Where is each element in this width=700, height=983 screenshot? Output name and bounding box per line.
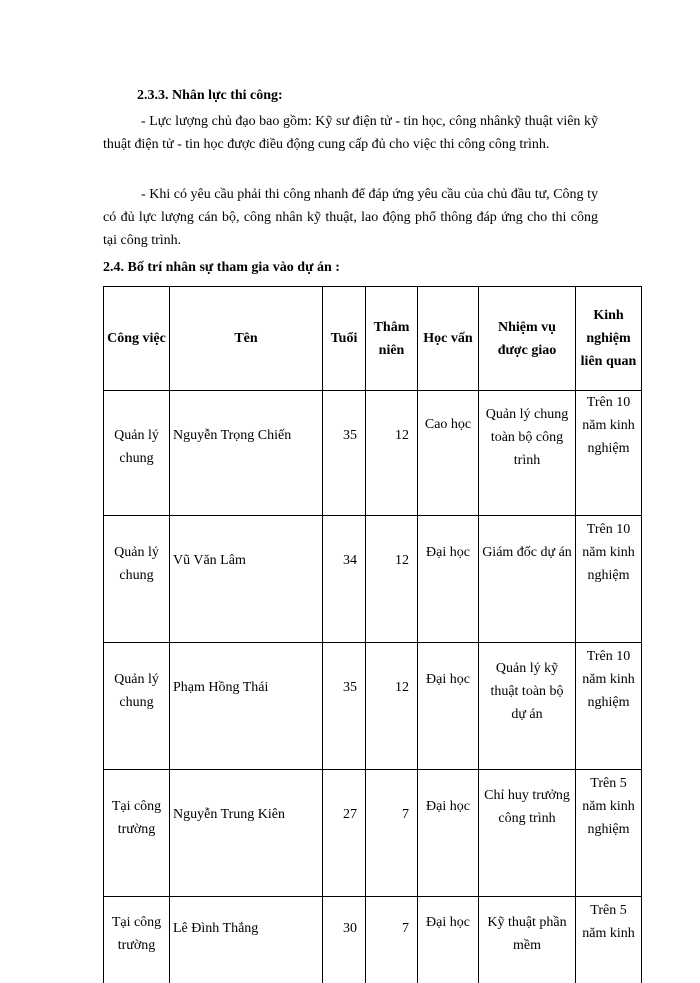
cell-cong-viec: Quản lý chung <box>104 391 170 516</box>
table-row <box>104 897 642 983</box>
cell-kinh-nghiem: Trên 5 năm kinh <box>576 897 642 983</box>
cell-hoc-van: Đại học <box>418 770 479 897</box>
table-row <box>104 516 642 643</box>
cell-cong-viec: Quản lý chung <box>104 516 170 643</box>
cell-tuoi: 30 <box>323 897 366 983</box>
cell-nhiem-vu: Kỹ thuật phần mềm <box>479 897 576 983</box>
cell-tham-nien: 12 <box>366 391 418 516</box>
header-hoc-van: Học vấn <box>418 287 479 391</box>
personnel-table <box>103 286 642 983</box>
cell-tuoi: 27 <box>323 770 366 897</box>
cell-ten: Vũ Văn Lâm <box>170 516 323 643</box>
header-cong-viec: Công việc <box>104 287 170 391</box>
cell-kinh-nghiem: Trên 5 năm kinh nghiệm <box>576 770 642 897</box>
cell-hoc-van: Đại học <box>418 643 479 770</box>
paragraph-workforce: - Lực lượng chủ đạo bao gồm: Kỹ sư điện tử - tin học, công nhânkỹ thuật viên kỹ thuật điện tử - tin học được điều động cung cấp đủ cho việc thi công công trình. <box>103 110 598 156</box>
cell-cong-viec: Quản lý chung <box>104 643 170 770</box>
cell-ten: Phạm Hồng Thái <box>170 643 323 770</box>
cell-tham-nien: 7 <box>366 897 418 983</box>
cell-nhiem-vu: Quản lý kỹ thuật toàn bộ dự án <box>479 643 576 770</box>
cell-nhiem-vu: Quản lý chung toàn bộ công trình <box>479 391 576 516</box>
table-row <box>104 770 642 897</box>
cell-kinh-nghiem: Trên 10 năm kinh nghiệm <box>576 643 642 770</box>
header-nhiem-vu: Nhiệm vụ được giao <box>479 287 576 391</box>
cell-tham-nien: 7 <box>366 770 418 897</box>
cell-hoc-van: Cao học <box>418 391 479 516</box>
cell-tuoi: 34 <box>323 516 366 643</box>
header-ten: Tên <box>170 287 323 391</box>
cell-tham-nien: 12 <box>366 643 418 770</box>
header-kinh-nghiem: Kinh nghiệm liên quan <box>576 287 642 391</box>
cell-ten: Lê Đình Thắng <box>170 897 323 983</box>
cell-ten: Nguyễn Trọng Chiến <box>170 391 323 516</box>
cell-kinh-nghiem: Trên 10 năm kinh nghiệm <box>576 391 642 516</box>
table-header-row <box>104 287 642 391</box>
table-row <box>104 391 642 516</box>
header-tuoi: Tuổi <box>323 287 366 391</box>
section-2-3-3-title: 2.3.3. Nhân lực thi công: <box>137 88 283 104</box>
table-row <box>104 643 642 770</box>
paragraph-fast-construction: - Khi có yêu cầu phải thi công nhanh để đáp ứng yêu cầu của chủ đầu tư, Công ty có đủ lực lượng cán bộ, công nhân kỹ thuật, lao động phổ thông đáp ứng cho thi công tại công trình. <box>103 183 598 252</box>
cell-nhiem-vu: Giám đốc dự án <box>479 516 576 643</box>
cell-cong-viec: Tại công trường <box>104 770 170 897</box>
section-2-4-title: 2.4. Bố trí nhân sự tham gia vào dự án : <box>103 260 340 276</box>
cell-ten: Nguyễn Trung Kiên <box>170 770 323 897</box>
cell-cong-viec: Tại công trường <box>104 897 170 983</box>
cell-hoc-van: Đại học <box>418 897 479 983</box>
cell-tuoi: 35 <box>323 643 366 770</box>
cell-kinh-nghiem: Trên 10 năm kinh nghiệm <box>576 516 642 643</box>
cell-hoc-van: Đại học <box>418 516 479 643</box>
cell-tuoi: 35 <box>323 391 366 516</box>
header-tham-nien: Thâm niên <box>366 287 418 391</box>
cell-tham-nien: 12 <box>366 516 418 643</box>
cell-nhiem-vu: Chỉ huy trưởng công trình <box>479 770 576 897</box>
